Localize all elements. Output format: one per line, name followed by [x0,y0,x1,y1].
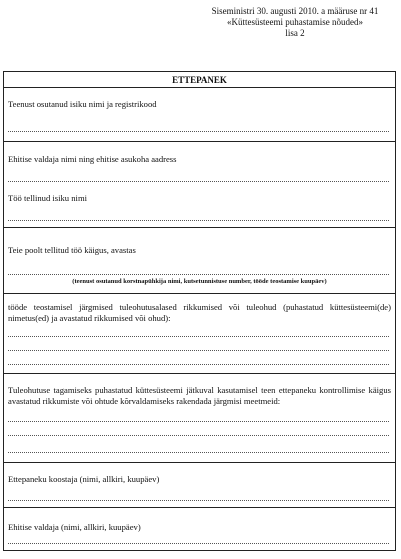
proposal-form [3,71,396,551]
measures-entry-line-3[interactable] [8,452,389,453]
section-measures [4,374,395,463]
building-entry-line[interactable] [8,181,389,182]
measures-entry-line-2[interactable] [8,435,389,436]
section-violations [4,294,395,374]
ordered-work-entry-line[interactable] [8,274,389,275]
form-title-row [4,72,395,88]
section-building-orderer [4,142,395,228]
section-owner [4,508,395,550]
orderer-label: Töö tellinud isiku nimi [8,193,88,203]
violations-entry-line-2[interactable] [8,350,389,351]
measures-label: Tuleohutuse tagamiseks puhastatud küttesüsteemi jätkuval kasutamisel teen ettepaneku kontrollimise käigus avastatud rikkumiste või ohtude kõrvaldamiseks rakendada järgmisi meetmeid: [8,385,391,406]
owner-label: Ehitise valdaja (nimi, allkiri, kuupäev) [8,522,141,532]
header-line-1: Siseministri 30. augusti 2010. a määruse nr 41 [211,6,379,16]
form-title: ETTEPANEK [172,75,227,85]
header-line-3: lisa 2 [285,28,305,38]
orderer-entry-line[interactable] [8,220,389,221]
violations-label: tööde teostamisel järgmised tuleohutusalased rikkumised või tuleohud (puhastatud küttesüsteemi(de) nimetus(ed) ja avastatud rikkumised või ohud): [8,302,391,323]
violations-entry-line-1[interactable] [8,336,389,337]
section-performer [4,88,395,142]
section-ordered-work [4,228,395,294]
performer-entry-line[interactable] [8,131,389,132]
ordered-work-label: Teie poolt tellitud töö käigus, avastas [8,245,136,255]
performer-label: Teenust osutanud isiku nimi ja registrikood [8,99,157,109]
ordered-work-hint: (teenust osutanud korstnapühkija nimi, kutsetunnistuse number, tööde teostamise kuupäev) [72,278,327,285]
measures-entry-line-1[interactable] [8,421,389,422]
violations-entry-line-3[interactable] [8,364,389,365]
regulation-header [195,6,395,39]
header-line-2: «Küttesüsteemi puhastamise nõuded» [227,17,363,27]
section-preparer [4,463,395,508]
owner-entry-line[interactable] [8,543,389,544]
preparer-label: Ettepaneku koostaja (nimi, allkiri, kuupäev) [8,474,160,484]
preparer-entry-line[interactable] [8,500,389,501]
building-label: Ehitise valdaja nimi ning ehitise asukoha aadress [8,154,177,164]
